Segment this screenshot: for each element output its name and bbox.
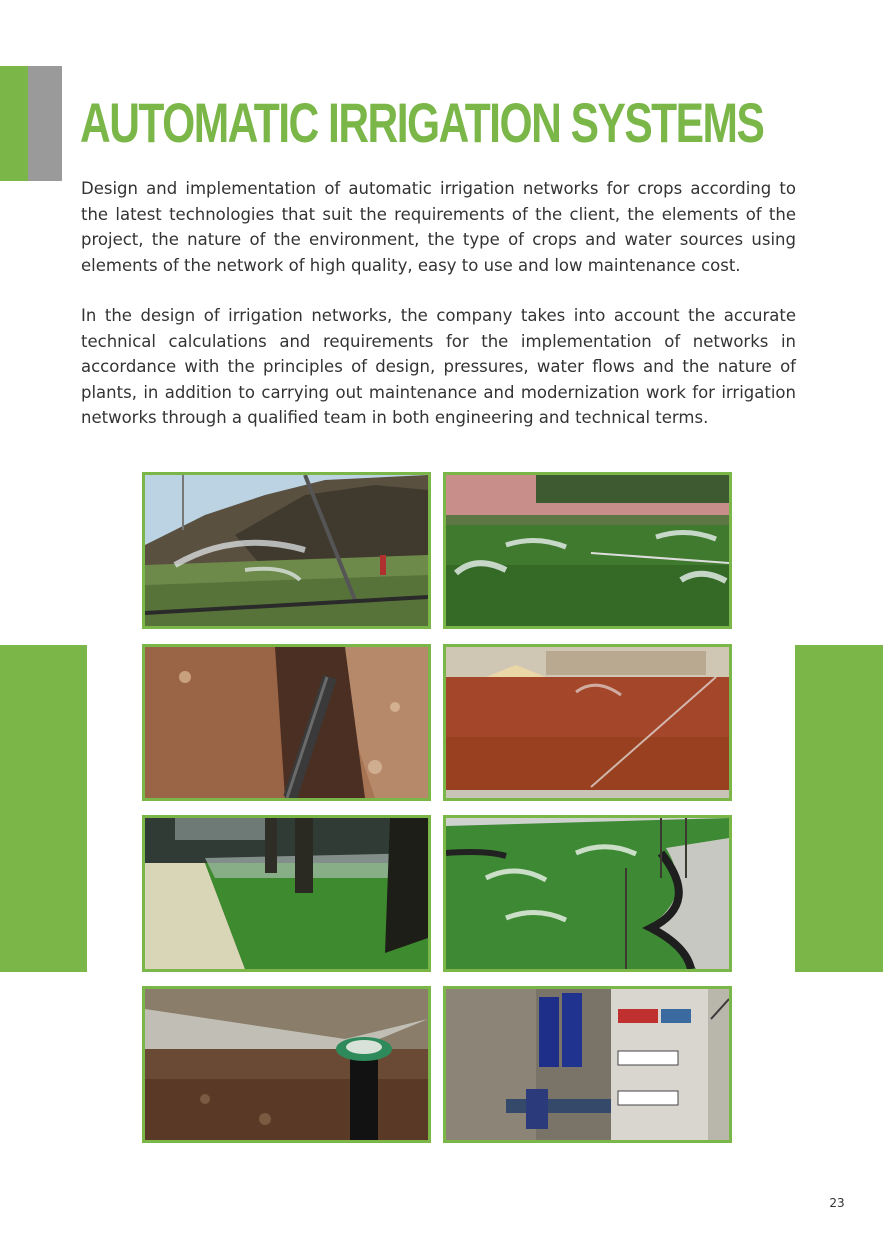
accent-bar-green (0, 66, 28, 181)
photo-pop-up-sprinklers-on-lawn (443, 472, 732, 629)
photo-pump-and-control-panel (443, 986, 732, 1143)
photo-sprinkler-head-close-up (142, 986, 431, 1143)
photo-sprinklers-on-bare-soil (443, 644, 732, 801)
side-bar-left (0, 645, 87, 972)
photo-sprinklers-on-landscaped-lawn (443, 815, 732, 972)
page-number: 23 (829, 1196, 845, 1210)
photo-mist-sprinklers-along-walkway (142, 815, 431, 972)
photo-pipe-in-trench (142, 644, 431, 801)
paragraph-design: In the design of irrigation networks, the company takes into account the accurate technical calculations and requirements for the implementation of networks in accordance with the principles of design, pressures, water flows and the nature of plants, in addition to carrying out maintenance and modernization work for irrigation networks through a qualified team in both engineering and technical terms. (81, 306, 796, 427)
side-bar-right (795, 645, 883, 972)
page-title: AUTOMATIC IRRIGATION SYSTEMS (80, 91, 764, 154)
accent-bar-gray (28, 66, 62, 181)
paragraph-intro: Design and implementation of automatic irrigation networks for crops according to the latest technologies that suit the requirements of the client, the elements of the project, the nature of the environment, the type of crops and water sources using elements of the network of high quality, easy to use and low maintenance cost. (81, 179, 796, 275)
photo-sprinklers-on-hillside-lawn (142, 472, 431, 629)
